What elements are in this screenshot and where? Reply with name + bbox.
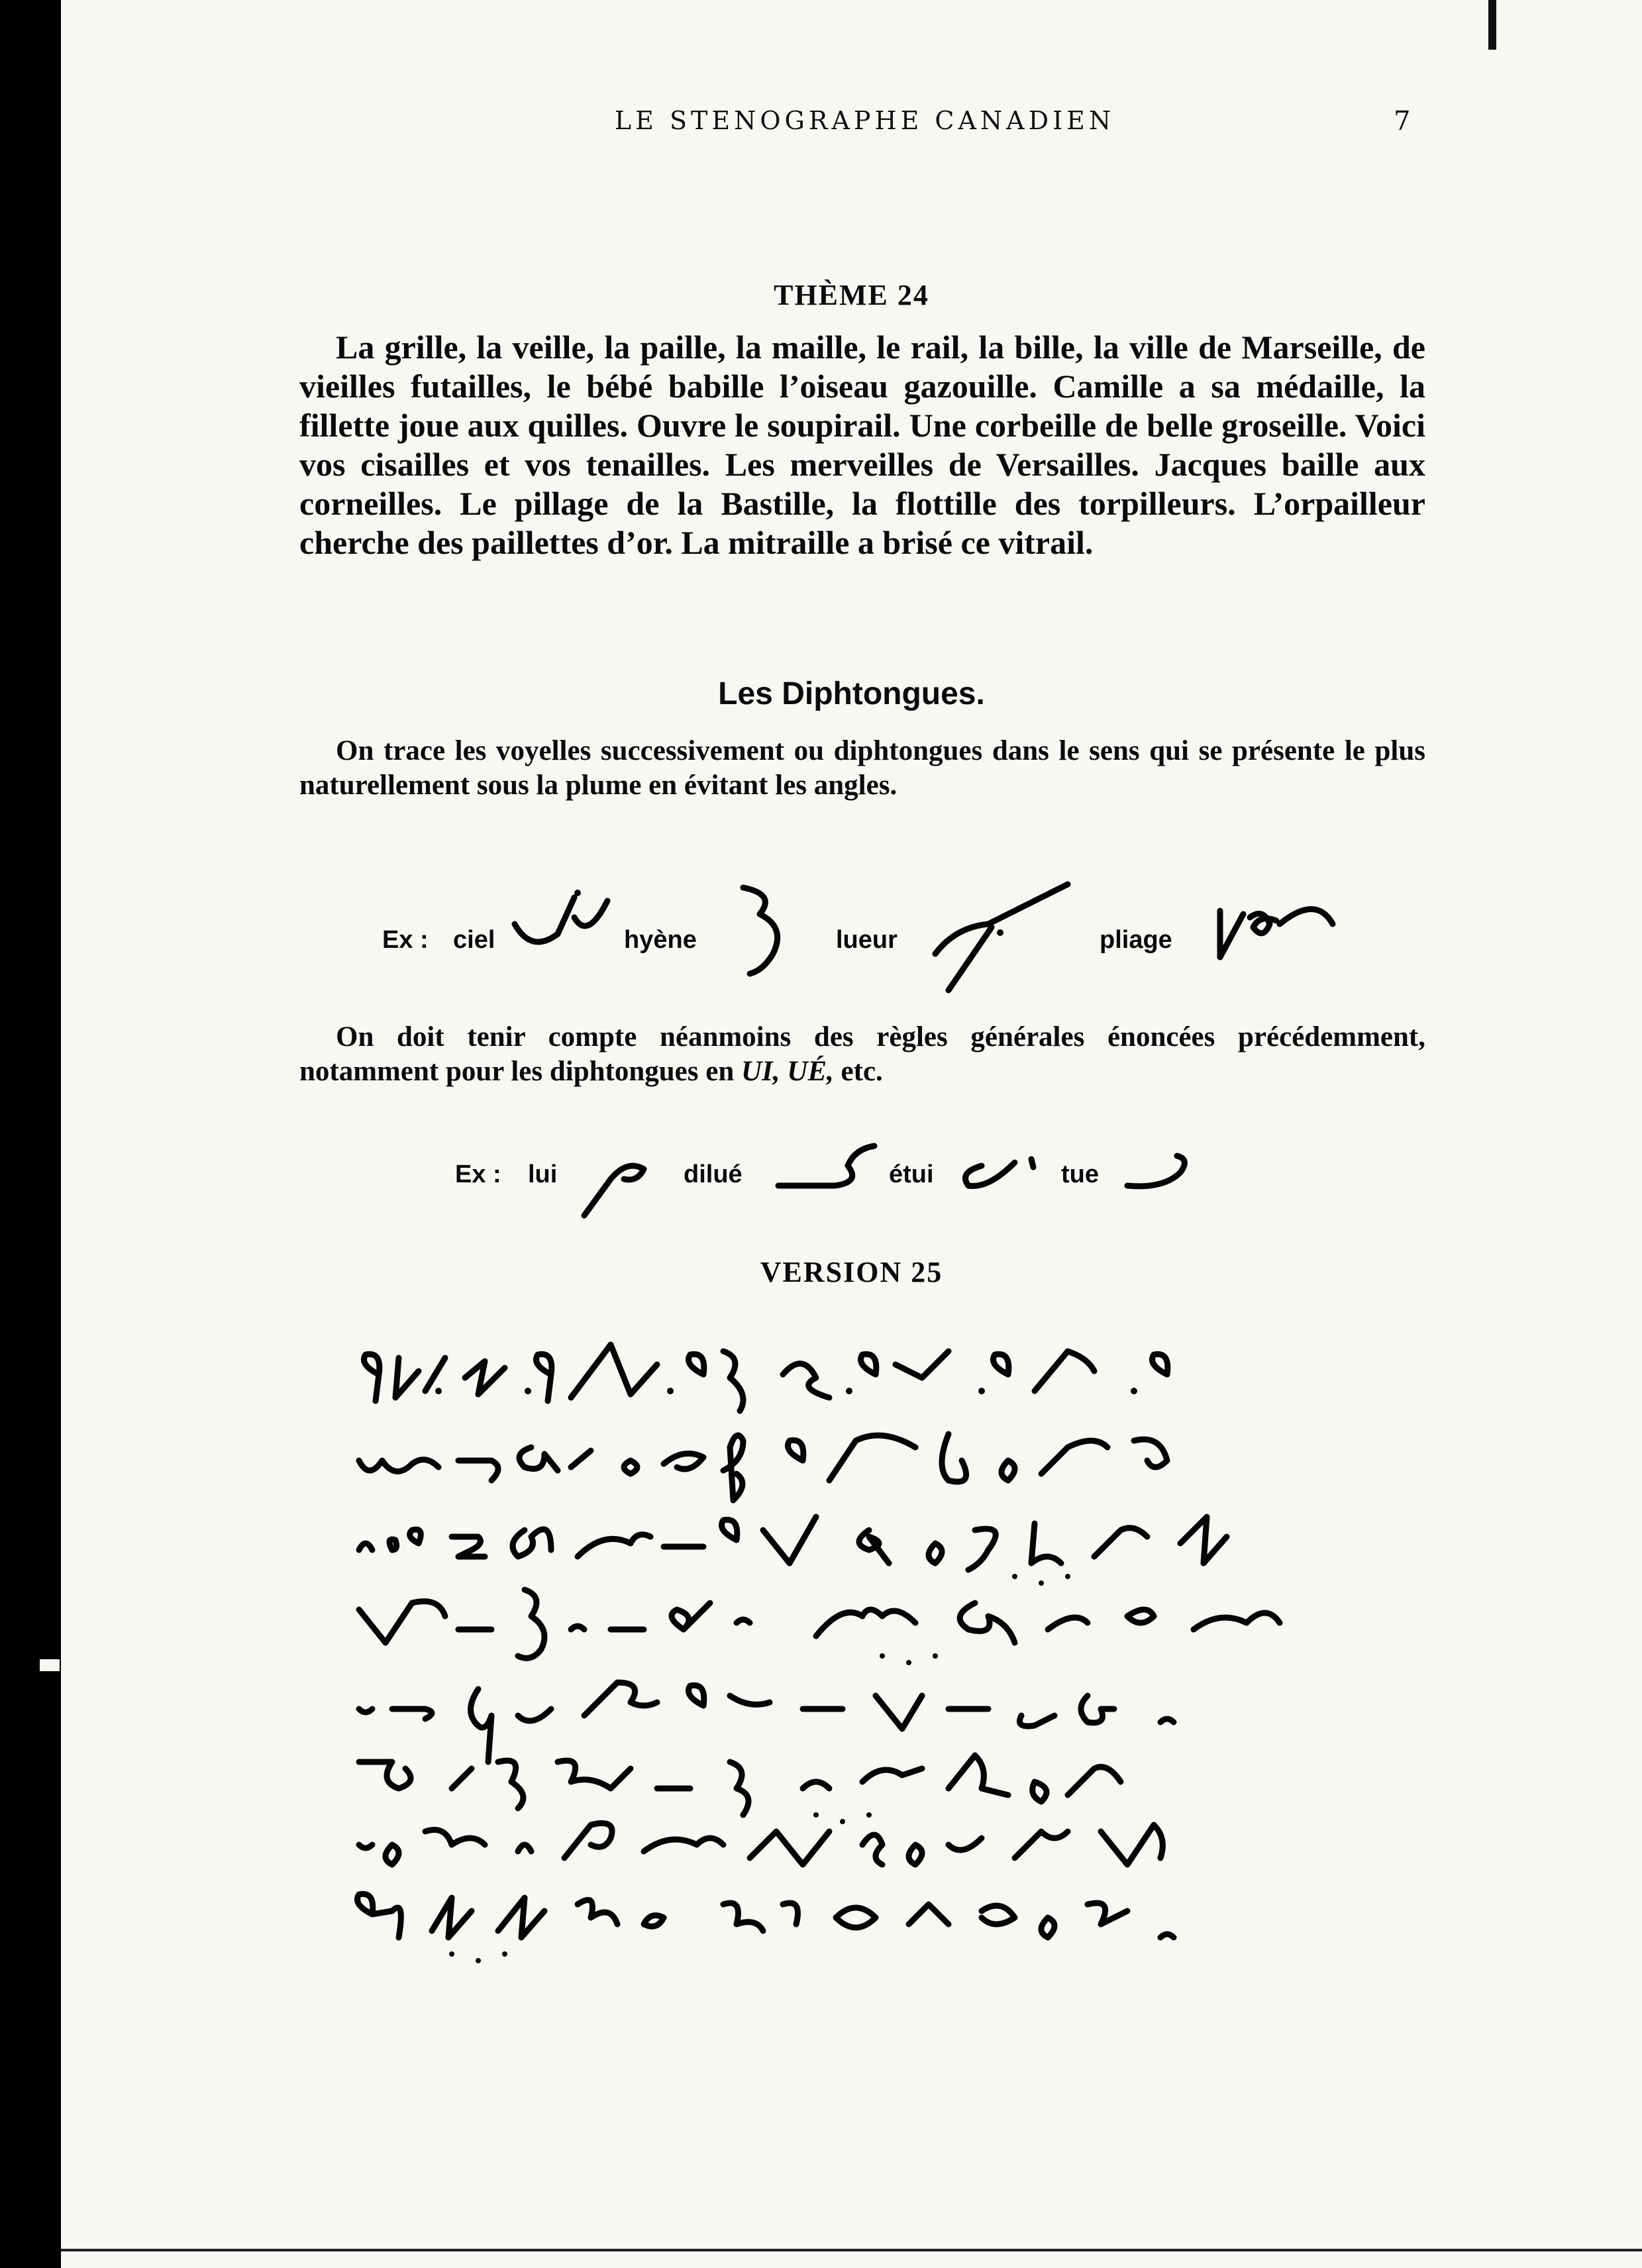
- example-word-ciel: ciel: [453, 926, 495, 954]
- example-word-lueur: lueur: [836, 926, 898, 954]
- theme-title: THÈME 24: [774, 279, 929, 311]
- example-word-tue: tue: [1061, 1160, 1099, 1188]
- section-title-diphtongues: Les Diphtongues.: [718, 676, 985, 711]
- steno-lueur: [922, 881, 1074, 994]
- steno-pliage: [1217, 901, 1336, 960]
- steno-version-line-4: [352, 1576, 1412, 1682]
- binding-edge: [0, 0, 61, 2268]
- example-1-prefix: Ex :: [382, 926, 429, 954]
- paragraph-2-end: etc.: [841, 1056, 883, 1087]
- example-word-hyene: hyène: [624, 926, 697, 954]
- steno-version-line-8: [352, 1878, 1412, 1977]
- steno-dilue: [775, 1139, 881, 1192]
- steno-hyene: [737, 881, 796, 980]
- example-word-lui: lui: [528, 1160, 558, 1188]
- steno-lui: [578, 1153, 650, 1219]
- example-word-dilue: dilué: [684, 1160, 743, 1188]
- paragraph-2-italic: UI, UÉ,: [741, 1056, 834, 1087]
- steno-etui: [955, 1153, 1048, 1192]
- diphtongues-paragraph: On trace les voyelles successivement ou diphtongues dans le sens qui se présente le plus naturellement sous la plume en évitant les angles.: [299, 735, 1425, 801]
- book-page: [61, 0, 1642, 2268]
- steno-version-line-1: [352, 1338, 1412, 1424]
- steno-version-line-2: [352, 1421, 1412, 1514]
- diphtongues-paragraph-2: [299, 1020, 1425, 1089]
- scan-frame-bottom: [61, 2249, 1642, 2251]
- example-word-pliage: pliage: [1100, 926, 1172, 954]
- running-title: LE STENOGRAPHE CANADIEN: [614, 106, 1115, 135]
- paragraph-2-text: On doit tenir compte néanmoins des règles générales énoncées précédemment, notamment pour les diphtongues en: [299, 1021, 1425, 1087]
- scan-frame-edge: [1488, 0, 1496, 50]
- steno-ciel: [511, 888, 611, 967]
- steno-tue: [1124, 1146, 1197, 1199]
- theme-paragraph: La grille, la veille, la paille, la maille, le rail, la bille, la ville de Marseille, de vieilles futailles, le bébé babille l’oiseau gazouille. Camille a sa médaille, la fillette joue aux quilles. Ouvre le soupirail. Une corbeille de belle groseille. Voici vos cisailles et vos tenailles. Les merveilles de Versailles. Jacques baille aux corneilles. Le pillage de la Bastille, la flottille des torpilleurs. L’orpailleur cherche des paillettes d’or. La mitraille a brisé ce vitrail.: [299, 329, 1425, 561]
- page-number: 7: [1394, 106, 1411, 136]
- edge-mark: [40, 1659, 60, 1671]
- example-2-prefix: Ex :: [455, 1160, 501, 1188]
- version-title: VERSION 25: [760, 1256, 943, 1288]
- example-word-etui: étui: [889, 1160, 934, 1188]
